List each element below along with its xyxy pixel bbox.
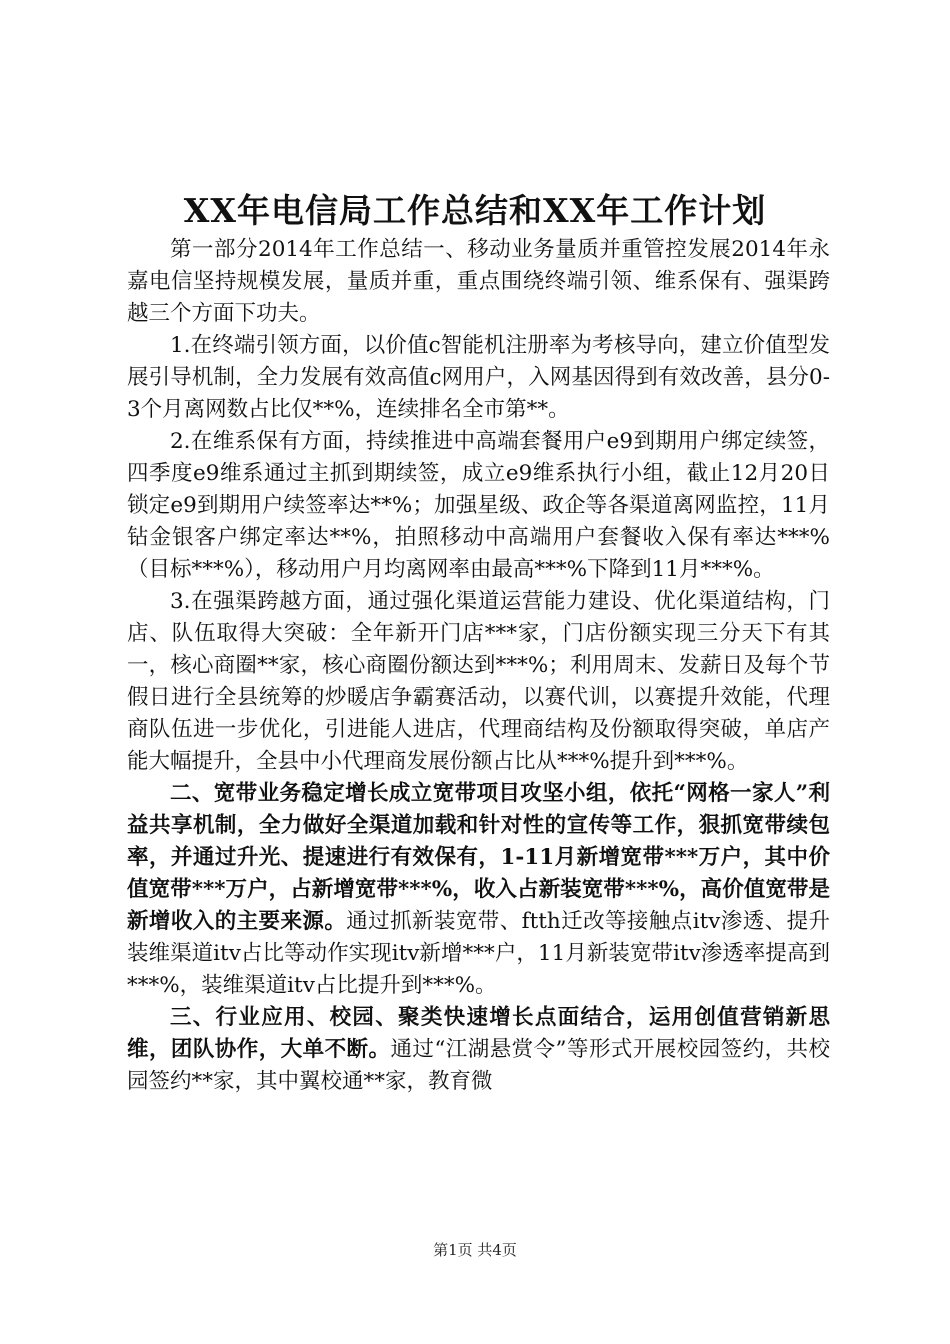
paragraph-6-text: 通过“江湖悬赏令”等形式开展校园签约，共校园签约**家，其中翼校通**家，教育微 [127, 1037, 830, 1094]
paragraph-5 [127, 778, 830, 1002]
paragraph-5-lead: 二、宽带业务稳定增长成立宽带项目攻坚小组，依托“网格一家人”利益共享机制，全力做好全渠道加载和针对性的宣传等工作，狠抓宽带续包率，并通过升光、提速进行有效保有，1-11月新增宽带***万户，其中价值宽带***万户，占新增宽带***%，收入占新装宽带***%，高价值宽带是新增收入的主要来源。 [127, 781, 830, 934]
paragraph-3 [127, 426, 830, 586]
document-title: XX年电信局工作总结和XX年工作计划 [183, 191, 767, 230]
paragraph-6 [127, 1002, 830, 1098]
paragraph-3-text: 2.在维系保有方面，持续推进中高端套餐用户e9到期用户绑定续签，四季度e9维系通过主抓到期续签，成立e9维系执行小组，截止12月20日锁定e9到期用户续签率达**%；加强星级、政企等各渠道离网监控，11月钻金银客户绑定率达**%，拍照移动中高端用户套餐收入保有率达***%（目标***%），移动用户月均离网率由最高***%下降到11月***%。 [127, 429, 830, 582]
document-body [127, 234, 830, 1098]
paragraph-6-lead: 三、行业应用、校园、聚类快速增长点面结合，运用创值营销新思维，团队协作，大单不断。 [127, 1005, 830, 1062]
page-footer: 第1页 共4页 [433, 1241, 517, 1259]
paragraph-2-text: 1.在终端引领方面，以价值c智能机注册率为考核导向，建立价值型发展引导机制，全力发展有效高值c网用户，入网基因得到有效改善，县分0-3个月离网数占比仅**%，连续排名全市第**。 [127, 333, 830, 422]
paragraph-5-text: 通过抓新装宽带、ftth迁改等接触点itv渗透、提升装维渠道itv占比等动作实现itv新增***户，11月新装宽带itv渗透率提高到***%，装维渠道itv占比提升到***%。 [127, 909, 830, 998]
paragraph-1 [127, 234, 830, 330]
paragraph-4 [127, 586, 830, 778]
paragraph-4-text: 3.在强渠跨越方面，通过强化渠道运营能力建设、优化渠道结构，门店、队伍取得大突破：全年新开门店***家，门店份额实现三分天下有其一，核心商圈**家，核心商圈份额达到***%；利用周末、发薪日及每个节假日进行全县统筹的炒暖店争霸赛活动，以赛代训，以赛提升效能，代理商队伍进一步优化，引进能人进店，代理商结构及份额取得突破，单店产能大幅提升，全县中小代理商发展份额占比从***%提升到***%。 [127, 589, 830, 774]
paragraph-1-text: 第一部分2014年工作总结一、移动业务量质并重管控发展2014年永嘉电信坚持规模发展，量质并重，重点围绕终端引领、维系保有、强渠跨越三个方面下功夫。 [127, 237, 830, 326]
paragraph-2 [127, 330, 830, 426]
